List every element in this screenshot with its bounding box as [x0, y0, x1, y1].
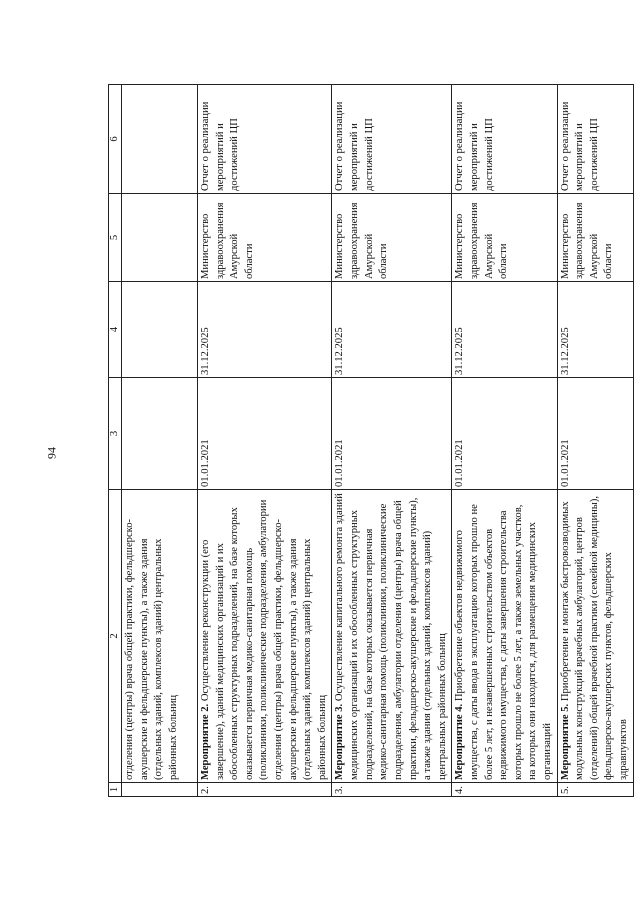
- header-col-1: 1: [109, 783, 122, 797]
- activity-text: Приобретение объектов недвижимого имущества, с даты ввода в эксплуатацию которых прошло не более 5 лет, и незавершенных строительством объектов недвижимого имущества, с даты завершения строительства которых прошло не более 5 лет, а также земельных участков, на которых они находятся, для размещения медицинских организаций: [454, 504, 554, 780]
- result: Отчет о реализации мероприятий и достижений ЦП: [452, 85, 557, 194]
- executor: Министерство здравоохранения Амурской области: [452, 194, 557, 282]
- start-date: 01.01.2021: [198, 378, 332, 490]
- activity-title: Мероприятие 2.: [200, 703, 211, 780]
- header-col-5: 5: [109, 194, 122, 282]
- activity-description: [452, 490, 557, 783]
- end-date: 31.12.2025: [557, 282, 633, 378]
- activity-text: Осуществление капитального ремонта зданий медицинских организаций и их обособленных структурных подразделений, на базе которых оказывается первичная медико-санитарная помощь (поликлиники, поликлинические подразделения, амбулатории отделения (центры) врача общей практики, фельдшерско-акушерские и фельдшерские пункты), а также здания (отдельных зданий, комплексов зданий) центральных районных больниц: [334, 493, 448, 780]
- result: Отчет о реализации мероприятий и достижений ЦП: [332, 85, 452, 194]
- header-col-6: 6: [109, 85, 122, 194]
- activity-title: Мероприятие 4.: [454, 703, 466, 780]
- activity-text: Осуществление реконструкции (его завершение), зданий медицинских организаций и их обособленных структурных подразделений, на базе которых оказывается первичная медико-санитарная помощь (поликлиники, поликлинические подразделения, амбулатории отделения (центры) врача общей практики, фельдшерско-акушерские и фельдшерские пункты), а также здания (отдельных зданий, комплексов зданий) центральных районных больниц: [200, 499, 328, 780]
- table-row: [452, 85, 557, 797]
- activity-text: отделения (центры) врача общей практики, фельдшерско-акушерские и фельдшерские пункты), а также здания (отдельных зданий, комплексов зданий) центральных районных больниц: [124, 518, 179, 780]
- executor: Министерство здравоохранения Амурской области: [557, 194, 633, 282]
- row-number: 2.: [198, 783, 332, 797]
- row-number: 4.: [452, 783, 557, 797]
- activity-text: Приобретение и монтаж быстровозводимых модульных конструкций врачебных амбулаторий, центров (отделений) общей врачебной практики (семейной медицины), фельдшерско-акушерских пунктов, фельдшерских здравпунктов: [559, 495, 630, 780]
- rotated-table-container: [108, 85, 630, 797]
- activities-table: [108, 84, 634, 797]
- row-number: [122, 783, 198, 797]
- header-col-2: 2: [109, 490, 122, 783]
- header-row: [109, 85, 122, 797]
- activity-description: [122, 490, 198, 783]
- result: [122, 85, 198, 194]
- header-col-3: 3: [109, 378, 122, 490]
- activity-title: Мероприятие 3.: [334, 703, 346, 780]
- header-col-4: 4: [109, 282, 122, 378]
- row-number: 5.: [557, 783, 633, 797]
- activity-title: Мероприятие 5.: [559, 703, 571, 780]
- start-date: [122, 378, 198, 490]
- table-row: [332, 85, 452, 797]
- start-date: 01.01.2021: [557, 378, 633, 490]
- result: Отчет о реализации мероприятий и достижений ЦП: [557, 85, 633, 194]
- executor: Министерство здравоохранения Амурской области: [198, 194, 332, 282]
- executor: [122, 194, 198, 282]
- end-date: [122, 282, 198, 378]
- table-row: [122, 85, 198, 797]
- activity-description: [198, 490, 332, 783]
- page-number: 94: [44, 447, 59, 459]
- table-row: [198, 85, 332, 797]
- start-date: 01.01.2021: [332, 378, 452, 490]
- row-number: 3.: [332, 783, 452, 797]
- end-date: 31.12.2025: [452, 282, 557, 378]
- end-date: 31.12.2025: [198, 282, 332, 378]
- start-date: 01.01.2021: [452, 378, 557, 490]
- table-row: [557, 85, 633, 797]
- activity-description: [557, 490, 633, 783]
- end-date: 31.12.2025: [332, 282, 452, 378]
- activity-description: [332, 490, 452, 783]
- executor: Министерство здравоохранения Амурской области: [332, 194, 452, 282]
- result: Отчет о реализации мероприятий и достижений ЦП: [198, 85, 332, 194]
